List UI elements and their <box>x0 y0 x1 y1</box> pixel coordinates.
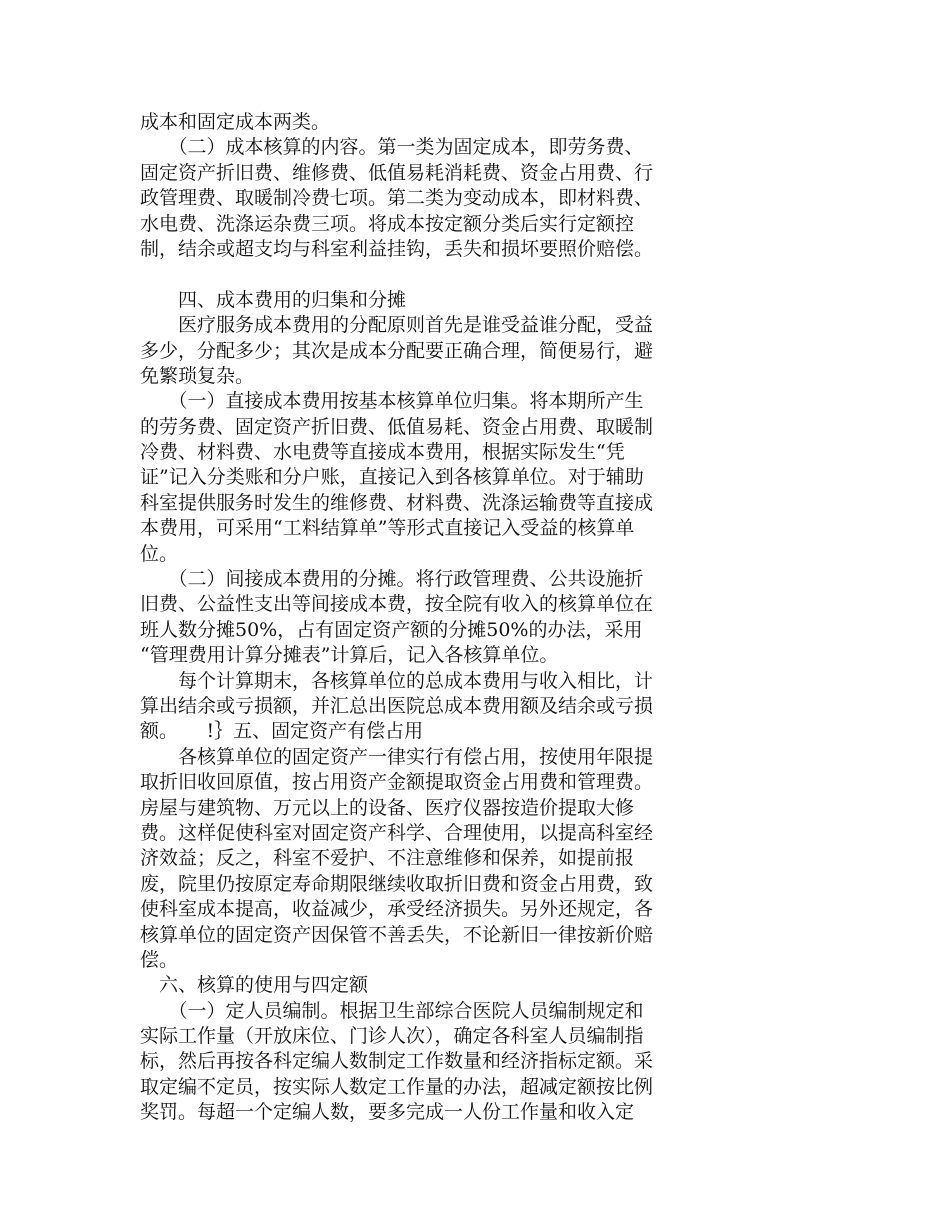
text-line: 的劳务费、固定资产折旧费、低值易耗、资金占用费、取暖制 <box>140 415 654 438</box>
section-heading: 额。 !｝五、固定资产有偿占用 <box>140 720 424 743</box>
text-line: 奖罚。每超一个定编人数，要多完成一人份工作量和收入定 <box>140 1101 635 1124</box>
text-line: （一）定人员编制。根据卫生部综合医院人员编制规定和 <box>140 999 644 1022</box>
text-line: 医疗服务成本费用的分配原则首先是谁受益谁分配，受益 <box>140 314 654 337</box>
text-line: （二）间接成本费用的分摊。将行政管理费、公共设施折 <box>140 568 644 591</box>
text-line: 核算单位的固定资产因保管不善丢失，不论新旧一律按新价赔 <box>140 923 654 946</box>
text-line: 取折旧收回原值，按占用资产金额提取资金占用费和管理费。 <box>140 771 654 794</box>
text-line: 标，然后再按各科定编人数制定工作数量和经济指标定额。采 <box>140 1050 654 1073</box>
text-line: 房屋与建筑物、万元以上的设备、医疗仪器按造价提取大修 <box>140 796 635 819</box>
text-line: 实际工作量（开放床位、门诊人次），确定各科室人员编制指 <box>140 1025 644 1048</box>
section-heading: 四、成本费用的归集和分摊 <box>140 288 407 311</box>
text-line: 费。这样促使科室对固定资产科学、合理使用，以提高科室经 <box>140 821 654 844</box>
text-line: 免繁琐复杂。 <box>140 364 255 387</box>
text-line: 算出结余或亏损额，并汇总出医院总成本费用额及结余或亏损 <box>140 694 654 717</box>
text-line: （一）直接成本费用按基本核算单位归集。将本期所产生 <box>140 390 644 413</box>
text-line: 班人数分摊50%，占有固定资产额的分摊50%的办法，采用 <box>140 618 643 641</box>
text-line: 成本和固定成本两类。 <box>140 111 331 133</box>
text-line: 旧费、公益性支出等间接成本费，按全院有收入的核算单位在 <box>140 593 654 616</box>
section-heading: 六、核算的使用与四定额 <box>140 974 369 997</box>
text-line: 废，院里仍按原定寿命期限继续收取折旧费和资金占用费，致 <box>140 872 654 895</box>
document-body <box>140 110 740 1126</box>
text-line: 制，结余或超支均与科室利益挂钩，丢失和损坏要照价赔偿。 <box>140 237 654 260</box>
text-line: 位。 <box>140 542 179 565</box>
text-line: “管理费用计算分摊表”计算后，记入各核算单位。 <box>140 644 559 667</box>
text-line: 固定资产折旧费、维修费、低值易耗消耗费、资金占用费、行 <box>140 161 654 184</box>
text-line: 冷费、材料费、水电费等直接成本费用，根据实际发生“凭 <box>140 441 625 464</box>
text-line: 科室提供服务时发生的维修费、材料费、洗涤运输费等直接成 <box>140 491 654 514</box>
text-line: 济效益；反之，科室不爱护、不注意维修和保养，如提前报 <box>140 847 635 870</box>
text-line: 证”记入分类账和分户账，直接记入到各核算单位。对于辅助 <box>140 466 644 489</box>
text-line: 每个计算期末，各核算单位的总成本费用与收入相比，计 <box>140 669 654 692</box>
text-line: 使科室成本提高，收益减少，承受经济损失。另外还规定，各 <box>140 898 654 921</box>
text-line: 多少，分配多少；其次是成本分配要正确合理，简便易行，避 <box>140 339 654 362</box>
text-line: 政管理费、取暖制冷费七项。第二类为变动成本，即材料费、 <box>140 187 654 210</box>
text-line: 各核算单位的固定资产一律实行有偿占用，按使用年限提 <box>140 745 654 768</box>
text-line: （二）成本核算的内容。第一类为固定成本，即劳务费、 <box>140 136 644 159</box>
text-line: 偿。 <box>140 948 179 971</box>
text-line: 取定编不定员，按实际人数定工作量的办法，超减定额按比例 <box>140 1075 654 1098</box>
text-line: 水电费、洗涤运杂费三项。将成本按定额分类后实行定额控 <box>140 212 635 235</box>
blank-line <box>140 262 740 287</box>
text-line: 本费用，可采用“工料结算单”等形式直接记入受益的核算单 <box>140 517 635 540</box>
